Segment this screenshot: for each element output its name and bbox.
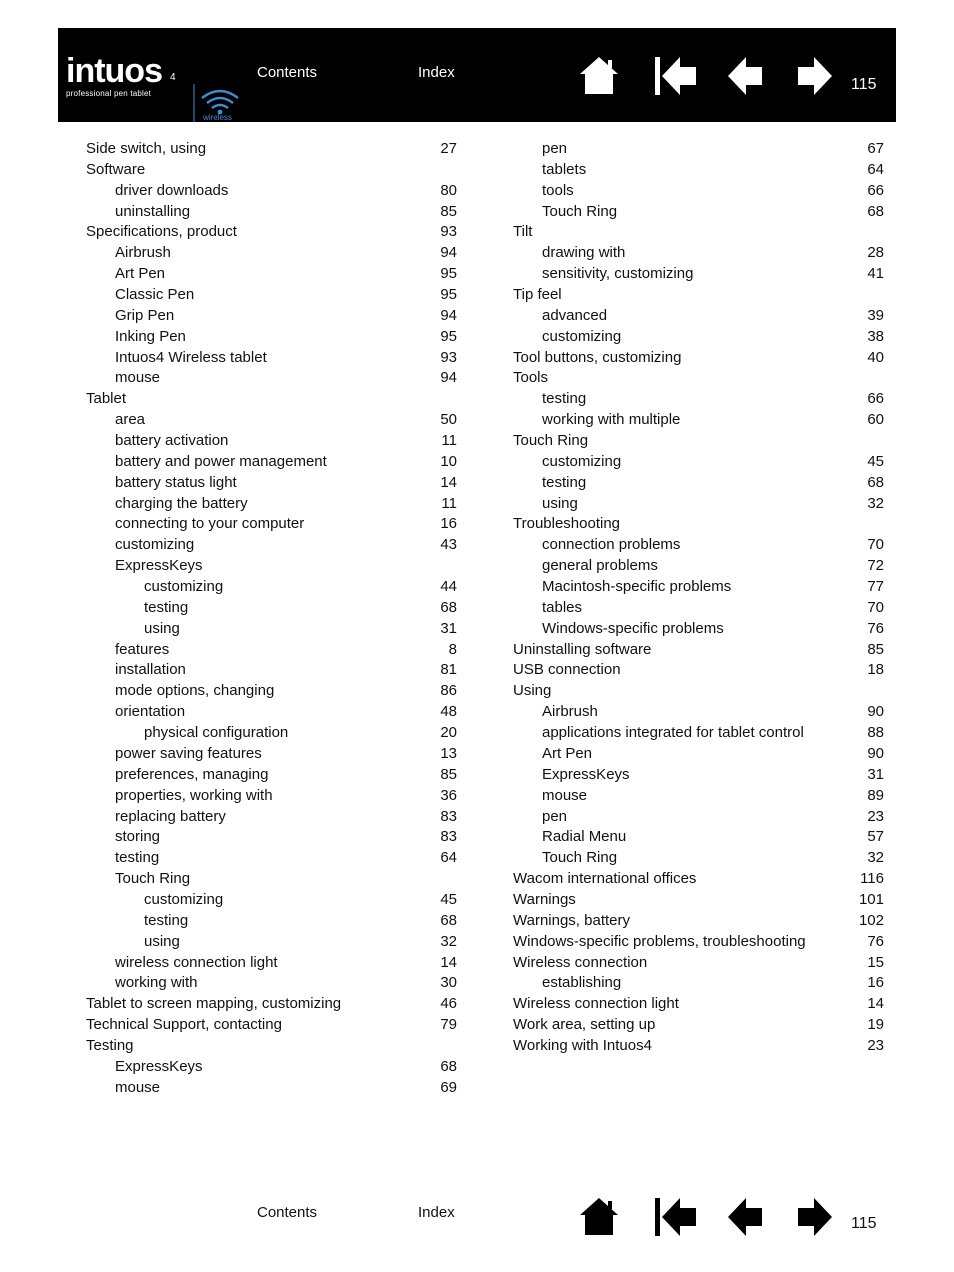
index-entry[interactable] — [513, 723, 884, 744]
index-entry[interactable] — [86, 660, 457, 681]
index-page-number[interactable]: 38 — [867, 327, 884, 345]
index-term: battery and power management — [115, 452, 327, 470]
index-entry[interactable] — [513, 389, 884, 410]
index-term: customizing — [542, 327, 622, 345]
index-term: area — [115, 411, 146, 429]
index-term: customizing — [115, 536, 195, 554]
index-entry[interactable] — [86, 348, 457, 369]
logo-wordmark: intuos — [66, 52, 162, 90]
logo-superscript: 4 — [170, 72, 176, 83]
index-term: customizing — [144, 578, 224, 596]
index-entry[interactable] — [86, 494, 457, 515]
index-term: tablets — [542, 160, 587, 178]
index-term: using — [144, 619, 180, 637]
index-entry[interactable] — [86, 264, 457, 285]
index-term: using — [144, 932, 180, 950]
index-entry[interactable] — [86, 640, 457, 661]
index-page-number[interactable]: 95 — [440, 327, 457, 345]
index-page-number[interactable]: 72 — [867, 557, 884, 575]
home-icon[interactable] — [578, 55, 620, 97]
index-entry[interactable] — [513, 348, 884, 369]
index-entry[interactable] — [513, 848, 884, 869]
index-page-number[interactable]: 68 — [867, 473, 884, 491]
index-page-number[interactable]: 18 — [867, 661, 884, 679]
home-icon[interactable] — [578, 1196, 620, 1238]
index-term: connection problems — [542, 536, 681, 554]
index-term: Testing — [86, 1036, 134, 1054]
index-entry[interactable] — [86, 327, 457, 348]
index-term: using — [542, 494, 578, 512]
index-term: Airbrush — [542, 703, 598, 721]
index-entry[interactable] — [513, 640, 884, 661]
index-term: driver downloads — [115, 181, 229, 199]
index-entry[interactable] — [86, 514, 457, 535]
index-term: Touch Ring — [513, 432, 589, 450]
index-entry[interactable] — [86, 1015, 457, 1036]
index-term: Art Pen — [542, 744, 593, 762]
index-page-number[interactable]: 83 — [440, 807, 457, 825]
index-term: testing — [144, 598, 189, 616]
index-page-number[interactable]: 76 — [867, 932, 884, 950]
index-page-number[interactable]: 89 — [867, 786, 884, 804]
index-page-number[interactable]: 81 — [440, 661, 457, 679]
index-page-number[interactable]: 46 — [440, 995, 457, 1013]
index-page-number[interactable]: 57 — [867, 828, 884, 846]
index-entry[interactable] — [86, 202, 457, 223]
index-term: establishing — [542, 974, 622, 992]
index-column-right — [513, 139, 884, 1057]
index-term: mouse — [542, 786, 588, 804]
index-page-number[interactable]: 11 — [441, 432, 457, 450]
index-entry[interactable] — [86, 473, 457, 494]
index-term: customizing — [542, 452, 622, 470]
index-page-number[interactable]: 31 — [867, 765, 884, 783]
index-term: Tilt — [513, 223, 533, 241]
index-page-number[interactable]: 23 — [867, 1036, 884, 1054]
index-entry[interactable] — [86, 410, 457, 431]
next-page-icon[interactable] — [797, 1198, 833, 1236]
index-page-number[interactable]: 85 — [440, 202, 457, 220]
index-entry[interactable] — [86, 973, 457, 994]
index-page-number[interactable]: 116 — [860, 870, 884, 888]
index-page-number[interactable]: 23 — [867, 807, 884, 825]
index-page-number[interactable]: 95 — [440, 265, 457, 283]
index-page-number[interactable]: 68 — [440, 1057, 457, 1075]
index-term: Technical Support, contacting — [86, 1016, 282, 1034]
index-page-number[interactable]: 93 — [440, 348, 457, 366]
index-entry[interactable] — [86, 389, 457, 410]
page-number: 115 — [851, 1215, 877, 1232]
index-term: storing — [115, 828, 161, 846]
index-page-number[interactable]: 68 — [440, 598, 457, 616]
index-entry[interactable] — [86, 306, 457, 327]
index-term: features — [115, 640, 170, 658]
index-term: Specifications, product — [86, 223, 237, 241]
index-column-left — [86, 139, 457, 1099]
index-page-number[interactable]: 80 — [440, 181, 457, 199]
index-term: Warnings, battery — [513, 911, 630, 929]
index-term: Tool buttons, customizing — [513, 348, 682, 366]
index-entry[interactable] — [513, 890, 884, 911]
index-page-number[interactable]: 64 — [440, 849, 457, 867]
index-entry[interactable] — [86, 452, 457, 473]
index-entry[interactable] — [86, 723, 457, 744]
index-term: mode options, changing — [115, 682, 275, 700]
index-entry[interactable] — [86, 994, 457, 1015]
index-page-number[interactable]: 14 — [867, 995, 884, 1013]
index-page-number[interactable]: 19 — [867, 1016, 884, 1034]
index-page-number[interactable]: 16 — [440, 515, 457, 533]
index-term: testing — [542, 390, 587, 408]
logo-tagline: professional pen tablet — [66, 89, 152, 98]
index-entry[interactable] — [513, 494, 884, 515]
index-entry[interactable] — [513, 222, 884, 243]
index-term: Touch Ring — [542, 202, 618, 220]
index-page-number[interactable]: 28 — [867, 244, 884, 262]
index-entry[interactable] — [513, 911, 884, 932]
index-term: orientation — [115, 703, 186, 721]
index-entry[interactable] — [86, 702, 457, 723]
first-page-icon[interactable] — [654, 1198, 698, 1236]
index-page-number[interactable]: 85 — [440, 765, 457, 783]
index-term: preferences, managing — [115, 765, 269, 783]
index-page-number[interactable]: 94 — [440, 244, 457, 262]
index-entry[interactable] — [513, 160, 884, 181]
intuos-logo — [66, 52, 236, 122]
index-term: tools — [542, 181, 574, 199]
index-page-number[interactable]: 94 — [440, 306, 457, 324]
index-term: installation — [115, 661, 186, 679]
index-term: Troubleshooting — [513, 515, 621, 533]
index-term: Wacom international offices — [513, 870, 697, 888]
index-term: charging the battery — [115, 494, 248, 512]
index-page-number[interactable]: 40 — [867, 348, 884, 366]
index-page-number[interactable]: 44 — [440, 578, 457, 596]
index-entry[interactable] — [86, 222, 457, 243]
index-term: wireless connection light — [115, 953, 278, 971]
index-page-number[interactable]: 14 — [440, 953, 457, 971]
index-entry[interactable] — [513, 577, 884, 598]
index-term: Classic Pen — [115, 286, 195, 304]
index-page-number[interactable]: 32 — [867, 849, 884, 867]
index-entry[interactable] — [513, 431, 884, 452]
index-term: Tablet to screen mapping, customizing — [86, 995, 342, 1013]
index-entry[interactable] — [513, 786, 884, 807]
index-entry[interactable] — [513, 535, 884, 556]
index-page-number[interactable]: 15 — [867, 953, 884, 971]
index-entry[interactable] — [513, 660, 884, 681]
index-term: tables — [542, 598, 583, 616]
index-entry[interactable] — [513, 702, 884, 723]
index-term: Macintosh-specific problems — [542, 578, 732, 596]
index-entry[interactable] — [513, 452, 884, 473]
index-page-number[interactable]: 88 — [867, 724, 884, 742]
index-term: sensitivity, customizing — [542, 265, 694, 283]
index-entry[interactable] — [513, 181, 884, 202]
index-term: Tools — [513, 369, 549, 387]
index-page-number[interactable]: 13 — [440, 744, 457, 762]
index-entry[interactable] — [513, 556, 884, 577]
index-term: battery activation — [115, 432, 229, 450]
index-term: testing — [144, 911, 189, 929]
index-page-number[interactable]: 79 — [440, 1016, 457, 1034]
index-entry[interactable] — [513, 827, 884, 848]
index-term: USB connection — [513, 661, 621, 679]
index-page-number[interactable]: 14 — [440, 473, 457, 491]
index-page-number[interactable]: 69 — [440, 1078, 457, 1096]
index-entry[interactable] — [513, 953, 884, 974]
index-entry[interactable] — [86, 890, 457, 911]
index-entry[interactable] — [513, 264, 884, 285]
index-page-number[interactable]: 60 — [867, 411, 884, 429]
index-page-number[interactable]: 94 — [440, 369, 457, 387]
index-term: testing — [542, 473, 587, 491]
index-entry[interactable] — [513, 1015, 884, 1036]
index-entry[interactable] — [513, 368, 884, 389]
index-entry[interactable] — [86, 160, 457, 181]
index-page-number[interactable]: 64 — [867, 160, 884, 178]
index-term: ExpressKeys — [542, 765, 630, 783]
index-term: Touch Ring — [542, 849, 618, 867]
index-page-number[interactable]: 83 — [440, 828, 457, 846]
index-entry[interactable] — [86, 598, 457, 619]
page-number: 115 — [851, 76, 877, 93]
index-entry[interactable] — [86, 243, 457, 264]
index-term: general problems — [542, 557, 658, 575]
index-entry[interactable] — [513, 327, 884, 348]
index-page-number[interactable]: 31 — [440, 619, 457, 637]
index-term: Inking Pen — [115, 327, 186, 345]
index-page-number[interactable]: 70 — [867, 598, 884, 616]
index-page-number[interactable]: 68 — [440, 911, 457, 929]
index-term: working with — [115, 974, 198, 992]
index-entry[interactable] — [86, 1036, 457, 1057]
index-entry[interactable] — [513, 202, 884, 223]
index-page-number[interactable]: 66 — [867, 181, 884, 199]
index-page-number[interactable]: 70 — [867, 536, 884, 554]
index-entry[interactable] — [86, 953, 457, 974]
index-page-number[interactable]: 27 — [440, 140, 457, 157]
index-term: applications integrated for tablet control — [542, 724, 804, 742]
index-term: Tip feel — [513, 286, 562, 304]
index-term: Tablet — [86, 390, 127, 408]
index-entry[interactable] — [86, 869, 457, 890]
index-page-number[interactable]: 16 — [867, 974, 884, 992]
index-entry[interactable] — [513, 139, 884, 160]
index-term: Wireless connection — [513, 953, 648, 971]
index-link[interactable]: Index — [418, 1204, 455, 1221]
index-term: advanced — [542, 306, 608, 324]
index-entry[interactable] — [513, 410, 884, 431]
index-page-number[interactable]: 67 — [867, 140, 884, 157]
index-term: ExpressKeys — [115, 1057, 203, 1075]
index-page-number[interactable]: 90 — [867, 703, 884, 721]
index-entry[interactable] — [86, 535, 457, 556]
index-term: uninstalling — [115, 202, 191, 220]
index-term: replacing battery — [115, 807, 226, 825]
index-page-number[interactable]: 85 — [867, 640, 884, 658]
index-term: Wireless connection light — [513, 995, 679, 1013]
page-header — [58, 28, 896, 122]
index-term: Touch Ring — [115, 870, 191, 888]
index-term: pen — [542, 140, 568, 157]
index-entry[interactable] — [513, 285, 884, 306]
index-term: Radial Menu — [542, 828, 627, 846]
index-entry[interactable] — [86, 848, 457, 869]
index-entry[interactable] — [513, 744, 884, 765]
index-term: drawing with — [542, 244, 626, 262]
index-page-number[interactable]: 90 — [867, 744, 884, 762]
page-footer — [58, 1188, 896, 1244]
index-page-number[interactable]: 101 — [858, 890, 884, 908]
index-page-number[interactable]: 68 — [867, 202, 884, 220]
index-page-number[interactable]: 50 — [440, 411, 457, 429]
index-entry[interactable] — [86, 619, 457, 640]
index-page-number[interactable]: 32 — [867, 494, 884, 512]
index-entry[interactable] — [513, 598, 884, 619]
index-term: Windows-specific problems — [542, 619, 724, 637]
index-term: ExpressKeys — [115, 557, 203, 575]
index-page-number[interactable]: 48 — [440, 703, 457, 721]
index-term: Warnings — [513, 890, 576, 908]
index-page-number[interactable]: 86 — [440, 682, 457, 700]
index-page-number[interactable]: 45 — [867, 452, 884, 470]
index-term: Working with Intuos4 — [513, 1036, 652, 1054]
index-page-number[interactable]: 10 — [440, 452, 457, 470]
index-page-number[interactable]: 11 — [441, 494, 457, 512]
index-entry[interactable] — [513, 973, 884, 994]
index-term: Intuos4 Wireless tablet — [115, 348, 267, 366]
index-entry[interactable] — [513, 994, 884, 1015]
index-page-number[interactable]: 36 — [440, 786, 457, 804]
index-page-number[interactable]: 45 — [440, 890, 457, 908]
index-entry[interactable] — [86, 1078, 457, 1099]
index-term: mouse — [115, 1078, 161, 1096]
index-entry[interactable] — [86, 431, 457, 452]
index-term: Airbrush — [115, 244, 171, 262]
next-page-icon[interactable] — [797, 57, 833, 95]
index-term: Windows-specific problems, troubleshooting — [513, 932, 806, 950]
index-page-number[interactable]: 30 — [440, 974, 457, 992]
index-term: pen — [542, 807, 568, 825]
index-entry[interactable] — [86, 807, 457, 828]
first-page-icon[interactable] — [654, 57, 698, 95]
index-entry[interactable] — [86, 744, 457, 765]
logo-wireless-word: wireless — [203, 113, 232, 122]
index-entry[interactable] — [86, 827, 457, 848]
contents-link[interactable]: Contents — [257, 64, 318, 81]
index-term: Art Pen — [115, 265, 166, 283]
index-entry[interactable] — [513, 306, 884, 327]
index-entry[interactable] — [86, 577, 457, 598]
index-entry[interactable] — [513, 514, 884, 535]
index-page-number[interactable]: 93 — [440, 223, 457, 241]
index-entry[interactable] — [86, 911, 457, 932]
index-term: working with multiple — [542, 411, 681, 429]
index-page-number[interactable]: 39 — [867, 306, 884, 324]
index-entry[interactable] — [86, 368, 457, 389]
previous-page-icon[interactable] — [727, 1198, 763, 1236]
index-entry[interactable] — [513, 1036, 884, 1057]
index-term: Side switch, using — [86, 140, 207, 157]
index-term: Work area, setting up — [513, 1016, 656, 1034]
index-page-number[interactable]: 76 — [867, 619, 884, 637]
index-entry[interactable] — [513, 807, 884, 828]
index-entry[interactable] — [513, 869, 884, 890]
index-term: testing — [115, 849, 160, 867]
index-term: Software — [86, 160, 146, 178]
index-page-number[interactable]: 102 — [858, 911, 884, 929]
index-entry[interactable] — [86, 285, 457, 306]
index-entry[interactable] — [86, 786, 457, 807]
contents-link[interactable]: Contents — [257, 1204, 318, 1221]
index-term: connecting to your computer — [115, 515, 305, 533]
index-term: properties, working with — [115, 786, 273, 804]
previous-page-icon[interactable] — [727, 57, 763, 95]
index-page-number[interactable]: 32 — [440, 932, 457, 950]
index-entry[interactable] — [86, 556, 457, 577]
index-entry[interactable] — [513, 932, 884, 953]
index-page-number[interactable]: 66 — [867, 390, 884, 408]
index-entry[interactable] — [86, 1057, 457, 1078]
index-entry[interactable] — [513, 243, 884, 264]
index-term: Grip Pen — [115, 306, 175, 324]
index-link[interactable]: Index — [418, 64, 455, 81]
index-page-number[interactable]: 20 — [440, 724, 457, 742]
index-term: customizing — [144, 890, 224, 908]
index-term: Uninstalling software — [513, 640, 652, 658]
index-term: mouse — [115, 369, 161, 387]
index-entry[interactable] — [513, 765, 884, 786]
index-entry[interactable] — [86, 139, 457, 160]
index-page-number[interactable]: 8 — [448, 640, 457, 658]
index-page-number[interactable]: 77 — [867, 578, 884, 596]
index-entry[interactable] — [513, 681, 884, 702]
index-page-number[interactable]: 41 — [867, 265, 884, 283]
index-term: battery status light — [115, 473, 237, 491]
index-page-number[interactable]: 95 — [440, 286, 457, 304]
index-entry[interactable] — [86, 932, 457, 953]
index-entry[interactable] — [513, 619, 884, 640]
index-page-number[interactable]: 43 — [440, 536, 457, 554]
index-entry[interactable] — [86, 765, 457, 786]
index-entry[interactable] — [513, 473, 884, 494]
index-entry[interactable] — [86, 681, 457, 702]
index-term: power saving features — [115, 744, 262, 762]
index-term: physical configuration — [144, 724, 289, 742]
index-entry[interactable] — [86, 181, 457, 202]
index-term: Using — [513, 682, 552, 700]
